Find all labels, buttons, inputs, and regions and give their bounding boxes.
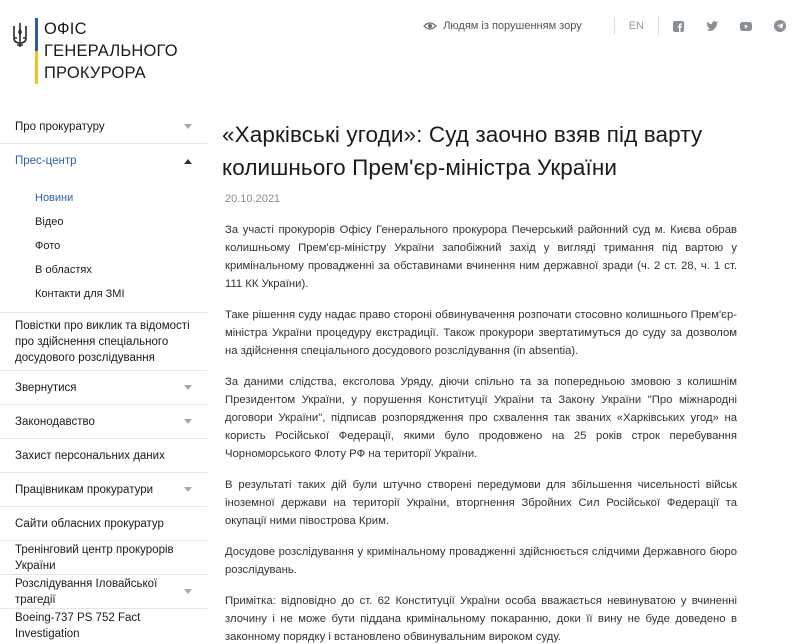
sidebar-item-label: Повістки про виклик та відомості про здійснення спеціального досудового розслідування [15,319,190,364]
sidebar-item-regional-sites[interactable] [0,507,207,541]
divider [614,17,615,35]
submenu-item-video[interactable]: Відео [35,216,64,228]
site-header [0,0,800,100]
chevron-down-icon [184,587,193,597]
sidebar-item-label: Працівникам прокуратури [15,483,154,496]
facebook-icon[interactable] [673,21,684,32]
submenu-item-regions[interactable]: В областях [35,264,92,276]
sidebar-item-training-center[interactable] [0,541,207,575]
trident-icon [10,22,30,48]
sidebar-item-label: Законодавство [15,415,95,428]
press-center-submenu [0,178,207,313]
sidebar-item-label: Прес-центр [15,155,77,167]
chevron-down-icon [183,383,193,393]
logo-line-1: ОФІС [44,20,87,38]
accessibility-label: Людям із порушенням зору [443,20,582,32]
site-logo[interactable] [10,18,178,84]
sidebar-nav [0,110,207,643]
article-paragraph: Досудове розслідування у кримінальному провадженні здійснюється слідчими Державного бюро розслідувань. [225,546,737,576]
sidebar-item-label: Розслідування Іловайської трагедії [15,577,158,606]
top-bar [423,14,786,38]
sidebar-item-label: Про прокуратуру [15,120,105,133]
article-paragraph: За участі прокурорів Офісу Генерального прокурора Печерський районний суд м. Києва обрав колишньому Прем'єр-міністру України запобіжний захід у вигляді тримання під вартою у кримінальному провадженні за обставинами вчинення ним державної зради (ч. 2 ст. 28, ч. 1 ст. 111 КК України). [225,224,737,290]
logo-line-2: ГЕНЕРАЛЬНОГО [44,42,178,60]
chevron-down-icon [183,485,193,495]
submenu-item-news[interactable]: Новини [35,192,74,204]
sidebar-item-label: Сайти обласних прокуратур [15,517,164,530]
article-title: «Харківські угоди»: Суд заочно взяв під варту колишнього Прем'єр-міністра України [222,122,703,180]
logo-line-3: ПРОКУРОРА [44,64,146,82]
sidebar-item-legislation[interactable] [0,405,207,439]
article-paragraph: Таке рішення суду надає право стороні обвинувачення розпочати стосовно колишнього Прем'єр-міністра України процедуру екстрадиції. Також прокурори звертатимуться до суду за дозволом на здійснення спеціального досудового розслідування (in absentia). [225,309,737,357]
accessibility-link[interactable] [423,20,582,32]
sidebar-item-appeal[interactable] [0,371,207,405]
logo-flag-bar [35,18,38,84]
article [222,118,785,644]
sidebar-item-personal-data[interactable] [0,439,207,473]
sidebar-item-summons[interactable] [0,313,207,371]
sidebar-item-label: Boeing-737 PS 752 Fact Investigation [15,612,141,640]
sidebar-item-about[interactable] [0,110,207,144]
article-paragraph: За даними слідства, ексголова Уряду, діючи спільно та за попередньою змовою з колишнім Президентом України, у порушення Конституції України та Закону України "Про міжнародні договори України", підписав розпорядження про схвалення так званих «Харківських угод» на користь Російської Федерації, якими було продовжено на 25 років строк перебування Чорноморського Флоту РФ на території України. [225,376,737,460]
sidebar-item-label: Захист персональних даних [15,449,165,462]
sidebar-item-employees[interactable] [0,473,207,507]
article-date: 20.10.2021 [225,193,281,205]
sidebar-item-label: Звернутися [15,381,77,394]
article-paragraph: Примітка: відповідно до ст. 62 Конституції України особа вважається невинуватою у вчиненні злочину і не може бути піддана кримінальному покаранню, доки її вину не буде доведено в законному порядку і встановлено обвинувальним вироком суду. [225,595,737,643]
chevron-down-icon [183,122,193,132]
submenu-item-media-contacts[interactable]: Контакти для ЗМІ [35,288,125,300]
language-switch[interactable]: EN [628,20,644,32]
submenu-item-photo[interactable]: Фото [35,240,61,252]
sidebar-item-ilovaisk[interactable] [0,575,207,609]
telegram-icon[interactable] [774,20,786,32]
logo-text [44,18,178,84]
youtube-icon[interactable] [740,22,752,31]
eye-icon [423,21,437,31]
sidebar-item-press-center[interactable] [0,144,207,178]
sidebar-item-label: Тренінговий центр прокурорів України [15,543,174,572]
chevron-up-icon [183,156,193,166]
divider [658,17,659,35]
article-paragraph: В результаті таких дій були штучно створені передумови для збільшення чисельності військ іноземної держави на території України, вторгнення Збройних Сил Російської Федерації та окупації ними півострова Крим. [225,479,737,527]
chevron-down-icon [183,417,193,427]
twitter-icon[interactable] [706,21,718,31]
social-links [673,20,786,32]
sidebar-item-boeing[interactable] [0,609,207,643]
